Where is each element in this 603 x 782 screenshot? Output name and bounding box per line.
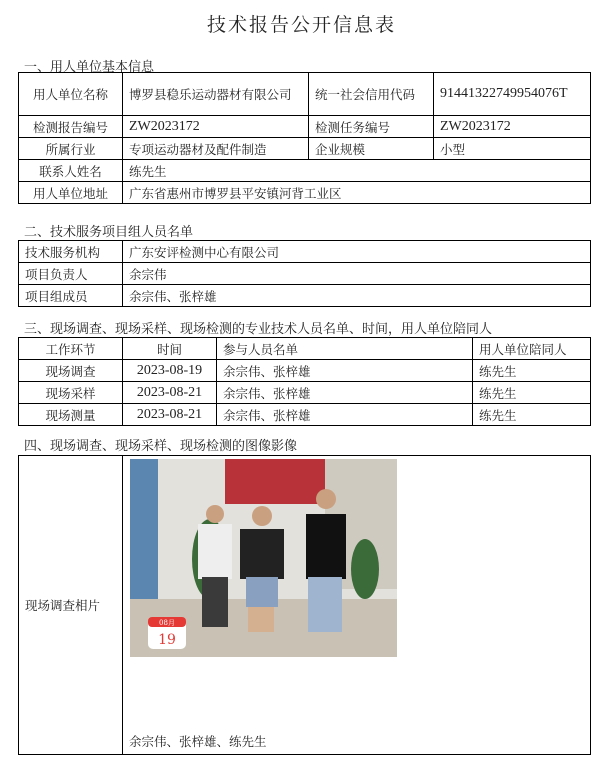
escort: 练先生	[473, 382, 591, 404]
table-row	[19, 360, 591, 382]
members: 余宗伟、张梓雄	[123, 285, 591, 307]
calendar-day: 19	[158, 632, 176, 648]
label: 所属行业	[19, 138, 123, 160]
label: 用人单位地址	[19, 182, 123, 204]
unit-name: 博罗县稳乐运动器材有限公司	[123, 73, 309, 116]
org: 广东安评检测中心有限公司	[123, 241, 591, 263]
date: 2023-08-21	[123, 404, 217, 426]
escort: 练先生	[473, 360, 591, 382]
section1-heading: 一、用人单位基本信息	[24, 60, 155, 75]
section4-heading: 四、现场调查、现场采样、现场检测的图像影像	[24, 439, 298, 454]
label: 技术服务机构	[19, 241, 123, 263]
header-cell: 时间	[123, 338, 217, 360]
date: 2023-08-21	[123, 382, 217, 404]
label: 企业规模	[309, 138, 434, 160]
label: 项目组成员	[19, 285, 123, 307]
label: 统一社会信用代码	[309, 73, 434, 116]
team-table	[18, 240, 591, 307]
label: 项目负责人	[19, 263, 123, 285]
photo-caption: 余宗伟、张梓雄、练先生	[123, 456, 591, 755]
date: 2023-08-19	[123, 360, 217, 382]
address: 广东省惠州市博罗县平安镇河背工业区	[123, 182, 591, 204]
staff: 余宗伟、张梓雄	[217, 404, 473, 426]
stage: 现场测量	[19, 404, 123, 426]
staff: 余宗伟、张梓雄	[217, 360, 473, 382]
label: 现场调查相片	[19, 456, 123, 755]
table-row	[19, 404, 591, 426]
label: 用人单位名称	[19, 73, 123, 116]
calendar-month: 08月	[159, 619, 175, 627]
site-photo	[130, 459, 397, 657]
page-title: 技术报告公开信息表	[206, 14, 396, 36]
scale: 小型	[434, 138, 591, 160]
credit-code: 91441322749954076T	[434, 73, 591, 116]
header-cell: 用人单位陪同人	[473, 338, 591, 360]
schedule-table	[18, 337, 591, 426]
label: 联系人姓名	[19, 160, 123, 182]
section2-heading: 二、技术服务项目组人员名单	[24, 225, 194, 240]
leader: 余宗伟	[123, 263, 591, 285]
table-row	[19, 382, 591, 404]
stage: 现场调查	[19, 360, 123, 382]
section3-heading: 三、现场调查、现场采样、现场检测的专业技术人员名单、时间，用人单位陪同人	[24, 322, 493, 337]
label: 检测报告编号	[19, 116, 123, 138]
label: 检测任务编号	[309, 116, 434, 138]
escort: 练先生	[473, 404, 591, 426]
report-no: ZW2023172	[123, 116, 309, 138]
header-cell: 参与人员名单	[217, 338, 473, 360]
task-no: ZW2023172	[434, 116, 591, 138]
staff: 余宗伟、张梓雄	[217, 382, 473, 404]
header-cell: 工作环节	[19, 338, 123, 360]
contact: 练先生	[123, 160, 591, 182]
industry: 专项运动器材及配件制造	[123, 138, 309, 160]
basic-info-table	[18, 72, 591, 204]
stage: 现场采样	[19, 382, 123, 404]
table-header	[19, 338, 591, 360]
